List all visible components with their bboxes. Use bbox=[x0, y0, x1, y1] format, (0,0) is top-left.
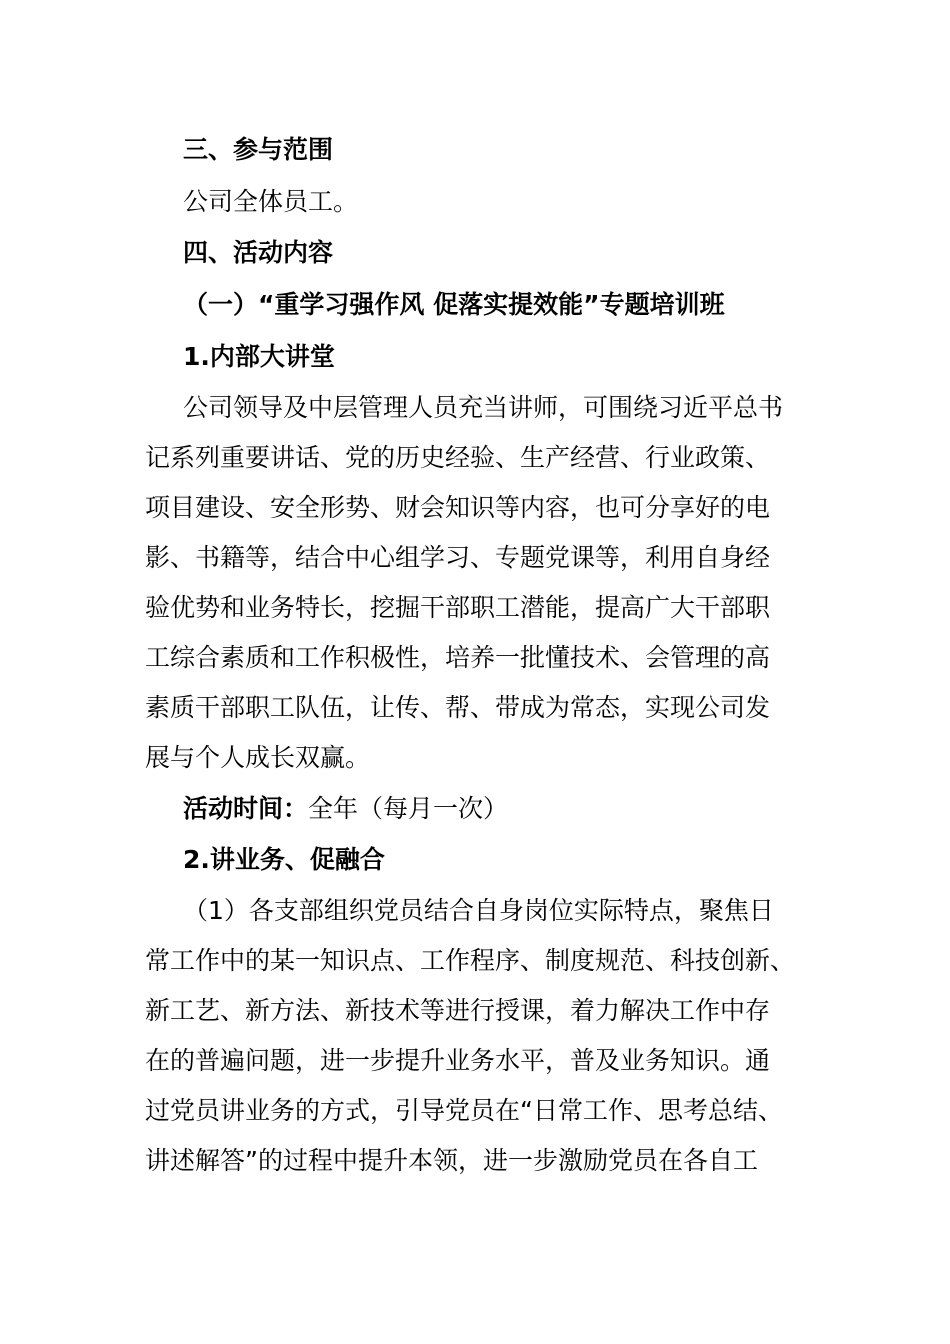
item-2-line: 新工艺、新方法、新技术等进行授课，着力解决工作中存 bbox=[145, 996, 771, 1025]
item-1-line: 记系列重要讲话、党的历史经验、生产经营、行业政策、 bbox=[145, 443, 771, 472]
item-1-line: 素质干部职工队伍，让传、帮、带成为常态，实现公司发 bbox=[145, 693, 771, 722]
item-1-line: 验优势和业务特长，挖掘干部职工潜能，提高广大干部职 bbox=[145, 593, 771, 622]
section-3-body: 公司全体员工。 bbox=[183, 187, 359, 216]
activity-time bbox=[183, 794, 508, 824]
activity-time-value: 全年（每月一次） bbox=[308, 794, 509, 823]
item-1-line: 影、书籍等，结合中心组学习、专题党课等，利用自身经 bbox=[145, 543, 771, 572]
item-2-line: （1）各支部组织党员结合自身岗位实际特点，聚焦日 bbox=[183, 896, 774, 925]
subsection-1-heading: （一）“重学习强作风 促落实提效能”专题培训班 bbox=[183, 290, 725, 319]
section-3-heading: 三、参与范围 bbox=[183, 135, 334, 164]
item-2-line: 讲述解答”的过程中提升本领，进一步激励党员在各自工 bbox=[145, 1146, 758, 1175]
item-2-heading: 2.讲业务、促融合 bbox=[183, 845, 385, 874]
item-1-line: 工综合素质和工作积极性，培养一批懂技术、会管理的高 bbox=[145, 643, 771, 672]
activity-time-label: 活动时间： bbox=[183, 794, 309, 823]
item-2-line: 在的普遍问题，进一步提升业务水平，普及业务知识。通 bbox=[145, 1046, 771, 1075]
item-2-line: 常工作中的某一知识点、工作程序、制度规范、科技创新、 bbox=[145, 946, 796, 975]
item-1-line: 项目建设、安全形势、财会知识等内容，也可分享好的电 bbox=[145, 493, 771, 522]
item-1-line: 公司领导及中层管理人员充当讲师，可围绕习近平总书 bbox=[183, 393, 784, 422]
item-1-line: 展与个人成长双赢。 bbox=[145, 743, 371, 772]
item-1-heading: 1.内部大讲堂 bbox=[183, 342, 335, 371]
item-2-line: 过党员讲业务的方式，引导党员在“日常工作、思考总结、 bbox=[145, 1096, 783, 1125]
section-4-heading: 四、活动内容 bbox=[183, 238, 334, 267]
